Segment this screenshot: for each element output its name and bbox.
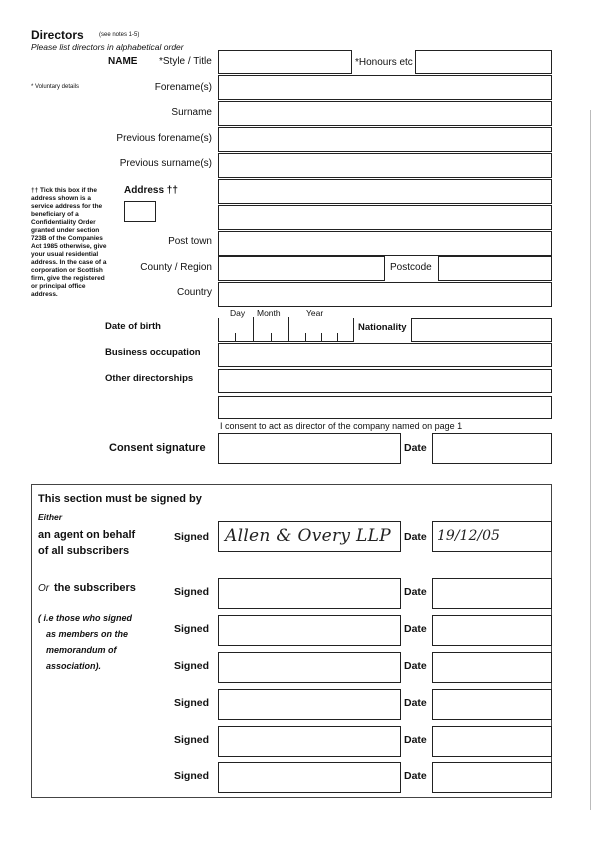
subscriber-3-signature-field[interactable] <box>218 652 401 683</box>
name-heading: NAME <box>108 56 138 67</box>
subscriber-4-date-field[interactable] <box>432 689 552 720</box>
subscriber-3-signed-label: Signed <box>174 660 210 672</box>
forenames-field[interactable] <box>218 75 552 100</box>
previous-forenames-label: Previous forename(s) <box>116 133 212 144</box>
subscriber-2-date-field[interactable] <box>432 615 552 646</box>
surname-field[interactable] <box>218 101 552 126</box>
paren-note-line1: ( i.e those who signed <box>38 613 133 623</box>
subscriber-6-date-label: Date <box>404 770 427 782</box>
style-title-label: *Style / Title <box>159 56 212 67</box>
consent-signature-field[interactable] <box>218 433 401 464</box>
subscriber-5-date-label: Date <box>404 734 427 746</box>
subscriber-6-date-field[interactable] <box>432 762 552 793</box>
consent-date-field[interactable] <box>432 433 552 464</box>
subscriber-1-signed-label: Signed <box>174 586 210 598</box>
subscriber-2-signature-field[interactable] <box>218 615 401 646</box>
country-field[interactable] <box>218 282 552 307</box>
subscriber-3-date-label: Date <box>404 660 427 672</box>
voluntary-note: * Voluntary details <box>31 84 80 90</box>
postcode-label: Postcode <box>390 262 432 273</box>
agent-handwritten-signature: Allen & Overy LLP <box>225 526 391 546</box>
county-field[interactable] <box>218 256 385 281</box>
consent-text: I consent to act as director of the company named on page 1 <box>220 421 463 431</box>
agent-handwritten-date: 19/12/05 <box>437 528 500 544</box>
either-label: Either <box>38 512 63 522</box>
subscriber-4-date-label: Date <box>404 697 427 709</box>
year-label: Year <box>306 308 324 318</box>
nationality-label: Nationality <box>358 322 407 333</box>
subscriber-6-signed-label: Signed <box>174 770 210 782</box>
subscribers-label: the subscribers <box>54 582 136 594</box>
forenames-label: Forename(s) <box>154 82 212 93</box>
post-town-field[interactable] <box>218 231 552 256</box>
subscriber-1-signature-field[interactable] <box>218 578 401 609</box>
country-label: Country <box>176 287 212 298</box>
subscriber-5-signed-label: Signed <box>174 734 210 746</box>
agent-date-field[interactable] <box>432 521 552 552</box>
postcode-field[interactable] <box>438 256 552 281</box>
instruction-text: Please list directors in alphabetical order <box>31 42 184 52</box>
other-directorships-label: Other directorships <box>105 373 194 384</box>
previous-forenames-field[interactable] <box>218 127 552 152</box>
subscriber-2-signed-label: Signed <box>174 623 210 635</box>
address-label: Address †† <box>124 185 178 196</box>
subscriber-1-date-label: Date <box>404 586 427 598</box>
previous-surnames-field[interactable] <box>218 153 552 178</box>
subscriber-6-signature-field[interactable] <box>218 762 401 793</box>
address-line-2[interactable] <box>218 205 552 230</box>
nationality-field[interactable] <box>411 318 552 342</box>
paren-note-line4: association). <box>46 661 102 671</box>
subscriber-4-signed-label: Signed <box>174 697 210 709</box>
paren-note-line2: as members on the <box>46 629 129 639</box>
honours-label: *Honours etc <box>355 57 413 68</box>
consent-date-label: Date <box>404 442 427 454</box>
agent-signed-label: Signed <box>174 531 210 543</box>
subscriber-2-date-label: Date <box>404 623 427 635</box>
paren-note-line3: memorandum of <box>46 645 117 655</box>
notes-reference: (see notes 1-5) <box>99 32 140 38</box>
subscriber-5-signature-field[interactable] <box>218 726 401 757</box>
subscriber-3-date-field[interactable] <box>432 652 552 683</box>
or-label: Or <box>38 583 50 594</box>
previous-surnames-label: Previous surname(s) <box>119 158 212 169</box>
service-address-checkbox[interactable] <box>124 201 156 222</box>
other-directorships-field-2[interactable] <box>218 396 552 419</box>
section-title: Directors <box>31 28 84 42</box>
page-edge-line <box>590 110 591 810</box>
honours-field[interactable] <box>415 50 552 74</box>
county-label: County / Region <box>140 262 212 273</box>
consent-signature-label: Consent signature <box>109 442 206 454</box>
dob-label: Date of birth <box>105 321 161 332</box>
month-label: Month <box>257 308 281 318</box>
signing-heading: This section must be signed by <box>38 493 202 505</box>
subscriber-1-date-field[interactable] <box>432 578 552 609</box>
style-title-field[interactable] <box>218 50 352 74</box>
business-occupation-field[interactable] <box>218 343 552 367</box>
agent-signature-field[interactable] <box>218 521 401 552</box>
agent-label-line2: of all subscribers <box>38 545 130 557</box>
subscriber-5-date-field[interactable] <box>432 726 552 757</box>
business-occupation-label: Business occupation <box>105 347 201 358</box>
address-line-1[interactable] <box>218 179 552 204</box>
dob-field[interactable] <box>218 318 354 342</box>
agent-date-label: Date <box>404 531 427 543</box>
post-town-label: Post town <box>168 236 212 247</box>
other-directorships-field-1[interactable] <box>218 369 552 393</box>
subscriber-4-signature-field[interactable] <box>218 689 401 720</box>
surname-label: Surname <box>171 107 212 118</box>
day-label: Day <box>230 308 246 318</box>
address-side-note: †† Tick this box if the address shown is a service address for the beneficiary of a Confidentiality Order granted under section 723B of the Companies Act 1985 otherwise, give your usual residential address. In the case of a corporation or Scottish firm, give the registered or principal office address. <box>31 187 107 298</box>
agent-label-line1: an agent on behalf <box>38 529 136 541</box>
